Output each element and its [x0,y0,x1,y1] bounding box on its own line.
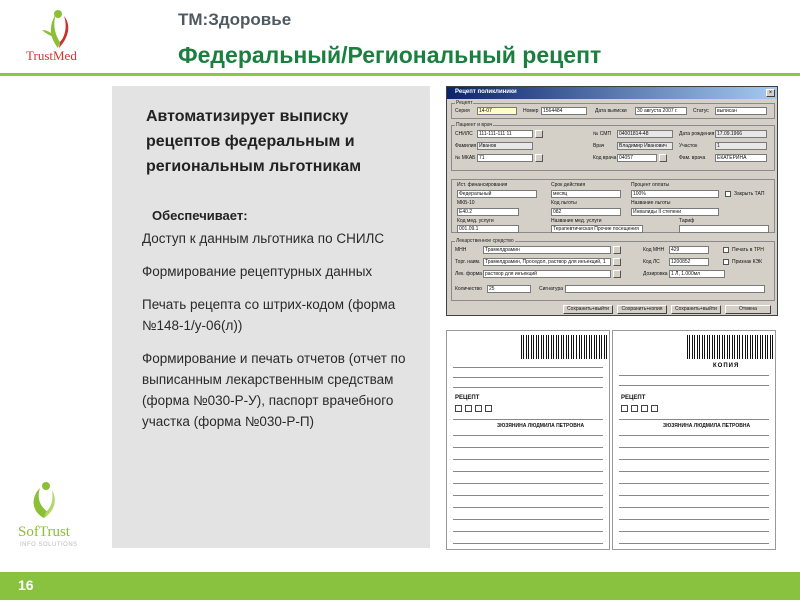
service-name-field[interactable]: Терапевтическая Прочие посещения [551,225,643,233]
dialog-titlebar [447,87,777,99]
signature-field[interactable] [565,285,765,293]
trade-name-lookup-icon[interactable] [613,258,621,266]
barcode-image-2 [579,335,607,359]
close-tap-checkbox[interactable] [725,191,731,197]
surname-field: Иванов [477,142,533,150]
mnn-lookup-icon[interactable] [613,246,621,254]
term-field[interactable]: месяц [551,190,621,198]
smp-label: № СМП [593,131,612,137]
benefit-name-label: Название льготы [631,200,671,206]
form-lookup-icon[interactable] [613,270,621,278]
finance-label: Ист. финансирования [457,182,508,188]
ls-code-field[interactable]: 1200852 [669,258,709,266]
number-field[interactable]: 1564484 [541,107,587,115]
number-label: Номер [523,108,539,114]
tariff-label: Тариф [679,218,695,224]
benefit-code-field[interactable]: 082 [551,208,621,216]
trustmed-logo [10,8,110,72]
brand-title: ТМ:Здоровье [178,10,292,29]
mkab-lookup-icon[interactable] [535,154,543,162]
feature-item-snils: Доступ к данным льготника по СНИЛС [142,231,385,246]
recipe-group-label: Рецепт [456,100,473,106]
discount-field[interactable]: 100% [631,190,719,198]
page-number: 16 [18,577,34,593]
barcode-image-2 [745,335,773,359]
mkab-field[interactable]: 71 [477,154,533,162]
discount-label: Процент оплаты [631,182,670,188]
patient-group-label: Пациент и врач [456,122,493,128]
doctor-name-label: Фам. врача [679,155,706,161]
drug-group-label: Лекарственное средство [456,238,514,244]
page-title: Федеральный/Региональный рецепт [178,42,602,68]
header-divider [0,73,800,76]
service-code-field[interactable]: 001.09.1 [457,225,519,233]
dialog-title: Рецепт поликлиники [455,89,517,95]
service-name-label: Название мед. услуги [551,218,602,224]
cancel-button[interactable]: Отмена [725,305,771,314]
close-tap-label: Закрыть ТАП [734,191,765,197]
softtrust-wordmark: SofTrust [18,524,70,540]
finance-field[interactable]: Федеральный [457,190,537,198]
tariff-field[interactable] [679,225,769,233]
save-exit-button[interactable]: Сохранить+выйти [563,305,613,314]
ls-code-label: Код ЛС [643,259,660,265]
doctor-code-label: Код врача [593,155,617,161]
sign-kek-label: Признак КЭК [732,259,762,265]
prescription-form-original [446,330,610,550]
patient-name: ЗЮЗЯНИНА ЛЮДМИЛА ПЕТРОВНА [497,423,585,429]
birth-date-field: 17.09.1966 [715,130,767,138]
benefit-code-label: Код льготы [551,200,577,206]
district-label: Участок [679,143,698,149]
birth-date-label: Дата рождения [679,131,715,137]
snils-label: СНИЛС [455,131,473,137]
feature-item-print-barcode: Печать рецепта со штрих-кодом (форма №148-1/у-06(л)) [142,297,396,333]
save-button[interactable]: Сохранить+выйти [671,305,721,314]
print-trn-label: Печать в ТРН [732,247,764,253]
feature-item-recipe-data: Формирование рецептурных данных [142,264,373,279]
doctor-code-lookup-icon[interactable] [659,154,667,162]
series-label: Серия [455,108,470,114]
content-panel [112,86,430,548]
issue-date-field[interactable]: 30 августа 2007 г. [635,107,687,115]
print-trn-checkbox[interactable] [723,247,729,253]
softtrust-logo [18,478,108,548]
snils-field[interactable]: 111-111-111 11 [477,130,533,138]
status-label: Статус [693,108,709,114]
prescription-form-copy [612,330,776,550]
patient-name: ЗЮЗЯНИНА ЛЮДМИЛА ПЕТРОВНА [663,423,751,429]
benefit-name-field[interactable]: Инвалиды II степени [631,208,719,216]
dosage-field[interactable]: 1 Л, 1.000мл [669,270,725,278]
lead-text: Автоматизирует выписку рецептов федеральным и региональным льготникам [146,108,362,175]
form-label: Лек. форма [455,271,482,277]
mkab-label: № МКАБ [455,155,476,161]
series-field[interactable]: 14-07 [477,107,517,115]
softtrust-subtitle: INFO SOLUTIONS [20,542,78,548]
district-field: 1 [715,142,767,150]
dosage-label: Дозировка [643,271,668,277]
mnn-label: МНН [455,247,467,253]
signature-label: Сигнатура [539,286,564,292]
sign-kek-checkbox[interactable] [723,259,729,265]
service-code-label: Код мед. услуги [457,218,494,224]
feature-item-reports: Формирование и печать отчетов (отчет по выписанным лекарственным средствам (форма №030-Р-У), паспорт врачебного участка (форма №030-Р-П) [142,351,406,429]
footer-bar [0,572,800,600]
prescription-header: РЕЦЕПТ [621,395,646,401]
smp-field: 04001814-48 [617,130,673,138]
close-icon[interactable]: × [766,89,775,97]
trade-name-label: Торг. наим. [455,259,481,265]
doctor-name-field[interactable]: ЕКАТЕРИНА [715,154,767,162]
recipe-dialog [446,86,778,316]
quantity-label: Количество [455,286,482,292]
doctor-field: Владимир Иванович [617,142,673,150]
prescription-header: РЕЦЕПТ [455,395,480,401]
doctor-label: Врач [593,143,605,149]
barcode-image [521,335,577,359]
quantity-field[interactable]: 25 [487,285,531,293]
form-field[interactable]: раствор для инъекций [483,270,611,278]
mkb-field[interactable]: Е40.2 [457,208,519,216]
mnn-field[interactable]: Трамелдрамин [483,246,611,254]
status-field[interactable]: выписан [715,107,767,115]
trade-name-field[interactable]: Трамелдрамин, Проседол, раствор для инъекций, 1 [483,258,611,266]
surname-label: Фамилия [455,143,477,149]
feature-list [142,228,422,444]
doctor-code-field[interactable]: 04057 [617,154,657,162]
copy-label: КОПИЯ [713,363,740,369]
softtrust-swirl-icon [22,478,66,522]
trustmed-figure-icon [28,8,88,52]
mkb-label: МКБ-10 [457,200,475,206]
save-copy-button[interactable]: Сохранить+копия [617,305,667,314]
trustmed-wordmark: TrustMed [26,48,77,63]
issue-date-label: Дата выписки [595,108,627,114]
mnn-code-field[interactable]: 429 [669,246,709,254]
term-label: Срок действия [551,182,586,188]
barcode-image [687,335,743,359]
provides-heading: Обеспечивает: [152,208,248,223]
mnn-code-label: Код МНН [643,247,665,253]
snils-lookup-icon[interactable] [535,130,543,138]
